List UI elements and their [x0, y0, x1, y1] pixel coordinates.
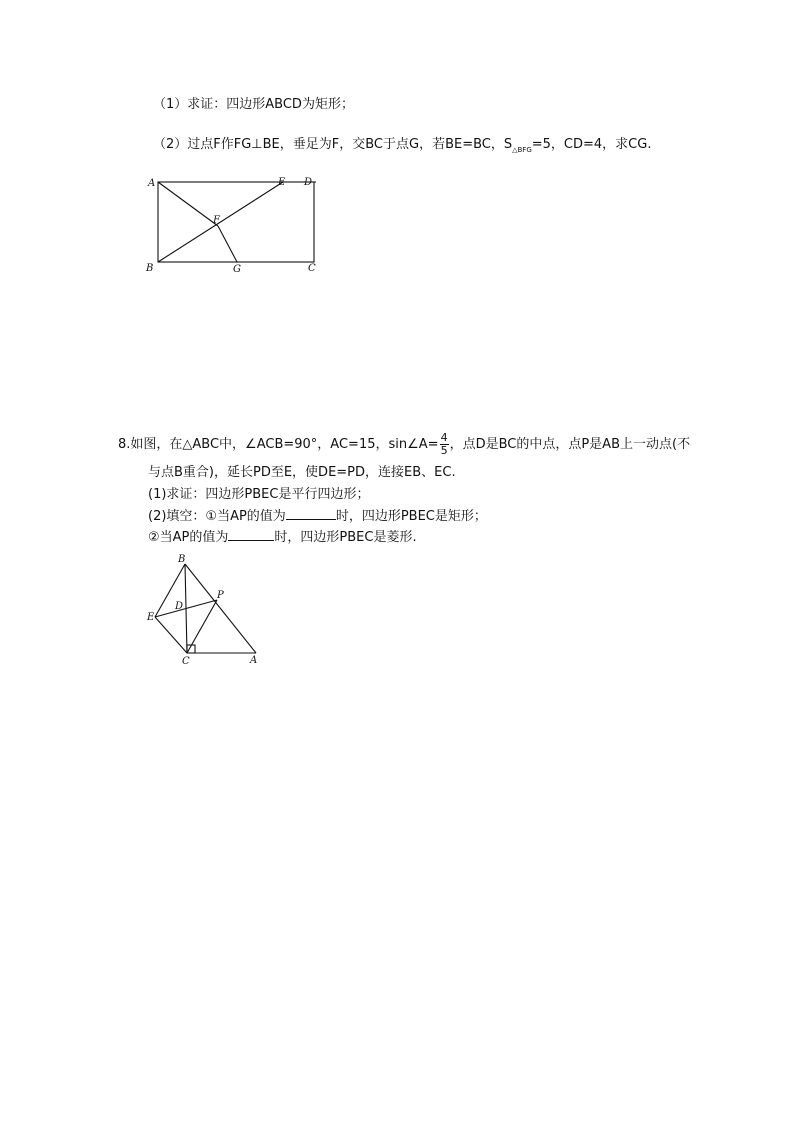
- fraction-numerator: 4: [440, 431, 448, 444]
- p8-part3-suffix: 时，四边形PBEC是菱形.: [274, 530, 417, 545]
- label-a: A: [148, 178, 156, 189]
- segment-fg: [218, 226, 237, 262]
- p7-part2: [153, 136, 651, 155]
- p8-part2-prefix: (2)填空：①当AP的值为: [148, 509, 286, 524]
- label-g: G: [233, 264, 241, 275]
- sin-fraction: [440, 432, 449, 457]
- p8-part1: (1)求证：四边形PBEC是平行四边形；: [148, 487, 370, 502]
- label-c: C: [308, 263, 316, 274]
- label-p: P: [217, 590, 224, 601]
- p8-line1-suffix: ，点D是BC的中点，点P是AB上一动点(不: [449, 437, 691, 452]
- p8-part3: [148, 528, 417, 547]
- label-a: A: [250, 655, 258, 666]
- label-d: D: [304, 177, 313, 188]
- p8-line1: [118, 432, 690, 457]
- p7-part1: （1）求证：四边形ABCD为矩形；: [153, 97, 354, 112]
- label-e: E: [278, 177, 286, 188]
- p7-rectangle-figure: [140, 170, 330, 280]
- label-b: B: [178, 554, 186, 565]
- segment-ba: [185, 564, 256, 653]
- p8-triangle-figure: [140, 550, 280, 670]
- rect-abcd: [158, 182, 314, 262]
- answer-blank-rectangle[interactable]: [286, 507, 336, 520]
- label-d: D: [175, 601, 184, 612]
- fraction-denominator: 5: [440, 444, 448, 457]
- p8-line1-prefix: 8.如图，在△ABC中，∠ACB=90°，AC=15，sin∠A=: [118, 437, 439, 452]
- answer-blank-rhombus[interactable]: [228, 528, 274, 541]
- label-f: F: [213, 215, 220, 226]
- label-e: E: [147, 612, 155, 623]
- segment-be: [158, 182, 283, 262]
- p8-part2: [148, 507, 487, 526]
- label-c: C: [182, 656, 190, 667]
- p8-line2: 与点B重合)，延长PD至E，使DE=PD，连接EB、EC.: [148, 465, 456, 480]
- p7-part2-suffix: =5，CD=4，求CG.: [531, 137, 652, 152]
- p8-part3-prefix: ②当AP的值为: [148, 530, 229, 545]
- p7-area-subscript: △BFG: [512, 146, 532, 154]
- segment-af: [158, 182, 218, 226]
- segment-ec: [155, 617, 187, 653]
- p8-part2-suffix: 时，四边形PBEC是矩形；: [335, 509, 487, 524]
- label-b: B: [146, 263, 154, 274]
- p7-part2-prefix: （2）过点F作FG⊥BE，垂足为F，交BC于点G，若BE=BC，S: [153, 137, 513, 152]
